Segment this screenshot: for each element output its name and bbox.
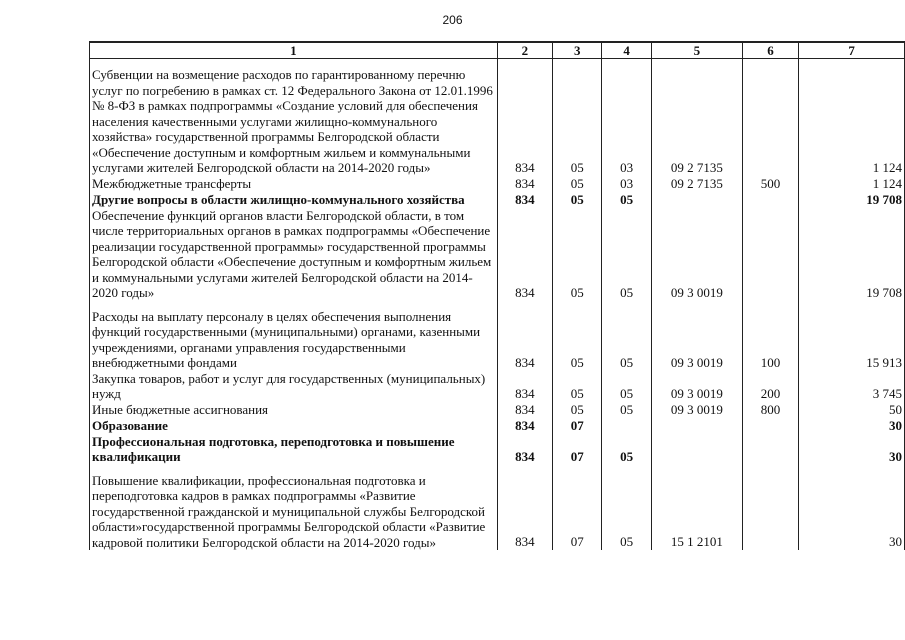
row-expense-type: 200 [742,371,798,402]
row-chapter-code: 834 [497,434,552,465]
row-expense-type [742,434,798,465]
table-row [90,208,905,301]
table-row [90,473,905,551]
column-header: 3 [553,42,602,59]
row-subsection-code: 03 [602,67,651,176]
row-amount: 15 913 [799,309,905,371]
row-amount: 1 124 [799,176,905,192]
row-chapter-code: 834 [497,402,552,418]
row-expense-type [742,473,798,551]
row-subsection-code: 05 [602,192,651,208]
row-name: Иные бюджетные ассигнования [90,402,498,418]
row-subsection-code: 05 [602,434,651,465]
table-header-row [90,42,905,59]
row-target-article [651,418,742,434]
row-amount: 30 [799,434,905,465]
row-name: Межбюджетные трансферты [90,176,498,192]
row-section-code: 05 [553,309,602,371]
row-section-code: 05 [553,67,602,176]
row-chapter-code: 834 [497,176,552,192]
row-target-article [651,434,742,465]
row-name: Обеспечение функций органов власти Белгородской области, в том числе территориальных органов в рамках подпрограммы «Обеспечение реализации государственной программы» государственной программы Белгородской области «Обеспечение доступным и комфортным жильем и коммунальными услугами жителей Белгородской области на 2014-2020 годы» [90,208,498,301]
table-body [90,67,905,550]
table-row [90,371,905,402]
row-amount: 1 124 [799,67,905,176]
row-section-code: 05 [553,192,602,208]
column-header: 6 [742,42,798,59]
spacer-row [90,301,905,309]
table-row [90,192,905,208]
row-chapter-code: 834 [497,371,552,402]
column-header: 5 [651,42,742,59]
spacer-row [90,465,905,473]
row-section-code: 07 [553,434,602,465]
row-expense-type: 500 [742,176,798,192]
row-expense-type [742,418,798,434]
row-chapter-code: 834 [497,192,552,208]
row-amount: 19 708 [799,192,905,208]
row-chapter-code: 834 [497,208,552,301]
row-target-article: 09 2 7135 [651,67,742,176]
row-chapter-code: 834 [497,309,552,371]
row-expense-type [742,208,798,301]
row-subsection-code [602,418,651,434]
budget-table [89,41,905,550]
row-chapter-code: 834 [497,67,552,176]
row-amount: 30 [799,418,905,434]
row-chapter-code: 834 [497,473,552,551]
column-header: 1 [90,42,498,59]
row-subsection-code: 05 [602,208,651,301]
row-target-article: 09 3 0019 [651,208,742,301]
row-subsection-code: 05 [602,402,651,418]
row-section-code: 05 [553,371,602,402]
row-subsection-code: 03 [602,176,651,192]
column-header: 4 [602,42,651,59]
row-section-code: 07 [553,473,602,551]
spacer-row [90,59,905,68]
row-target-article: 09 3 0019 [651,309,742,371]
row-amount: 30 [799,473,905,551]
row-name: Расходы на выплату персоналу в целях обеспечения выполнения функций государственными (муниципальными) органами, казенными учреждениями, органами управления государственными внебюджетными фондами [90,309,498,371]
table-row [90,309,905,371]
row-target-article: 09 2 7135 [651,176,742,192]
row-name: Профессиональная подготовка, переподготовка и повышение квалификации [90,434,498,465]
row-expense-type [742,67,798,176]
row-section-code: 05 [553,208,602,301]
row-name: Образование [90,418,498,434]
table-row [90,67,905,176]
row-amount: 50 [799,402,905,418]
row-section-code: 05 [553,176,602,192]
row-expense-type: 800 [742,402,798,418]
column-header: 2 [497,42,552,59]
row-name: Закупка товаров, работ и услуг для государственных (муниципальных) нужд [90,371,498,402]
table-row [90,418,905,434]
row-amount: 3 745 [799,371,905,402]
page-number: 206 [442,13,463,27]
row-name: Повышение квалификации, профессиональная подготовка и переподготовка кадров в рамках подпрограммы «Развитие государственной гражданской и муниципальной службы Белгородской области»государственной программы Белгородской области «Развитие кадровой политики Белгородской области на 2014-2020 годы» [90,473,498,551]
row-expense-type [742,192,798,208]
row-target-article: 15 1 2101 [651,473,742,551]
row-section-code: 05 [553,402,602,418]
row-amount: 19 708 [799,208,905,301]
row-target-article: 09 3 0019 [651,402,742,418]
row-target-article: 09 3 0019 [651,371,742,402]
row-subsection-code: 05 [602,371,651,402]
row-chapter-code: 834 [497,418,552,434]
table-row [90,402,905,418]
row-name: Другие вопросы в области жилищно-коммунального хозяйства [90,192,498,208]
row-name: Субвенции на возмещение расходов по гарантированному перечню услуг по погребению в рамках ст. 12 Федерального Закона от 12.01.1996 № 8-ФЗ в рамках подпрограммы «Создание условий для обеспечения населения качественными услугами жилищно-коммунального хозяйства» государственной программы Белгородской области «Обеспечение доступным и комфортным жильем и коммунальными услугами жителей Белгородской области на 2014-2020 годы» [90,67,498,176]
column-header: 7 [799,42,905,59]
row-subsection-code: 05 [602,309,651,371]
row-subsection-code: 05 [602,473,651,551]
table-row [90,434,905,465]
row-section-code: 07 [553,418,602,434]
row-expense-type: 100 [742,309,798,371]
table-row [90,176,905,192]
row-target-article [651,192,742,208]
